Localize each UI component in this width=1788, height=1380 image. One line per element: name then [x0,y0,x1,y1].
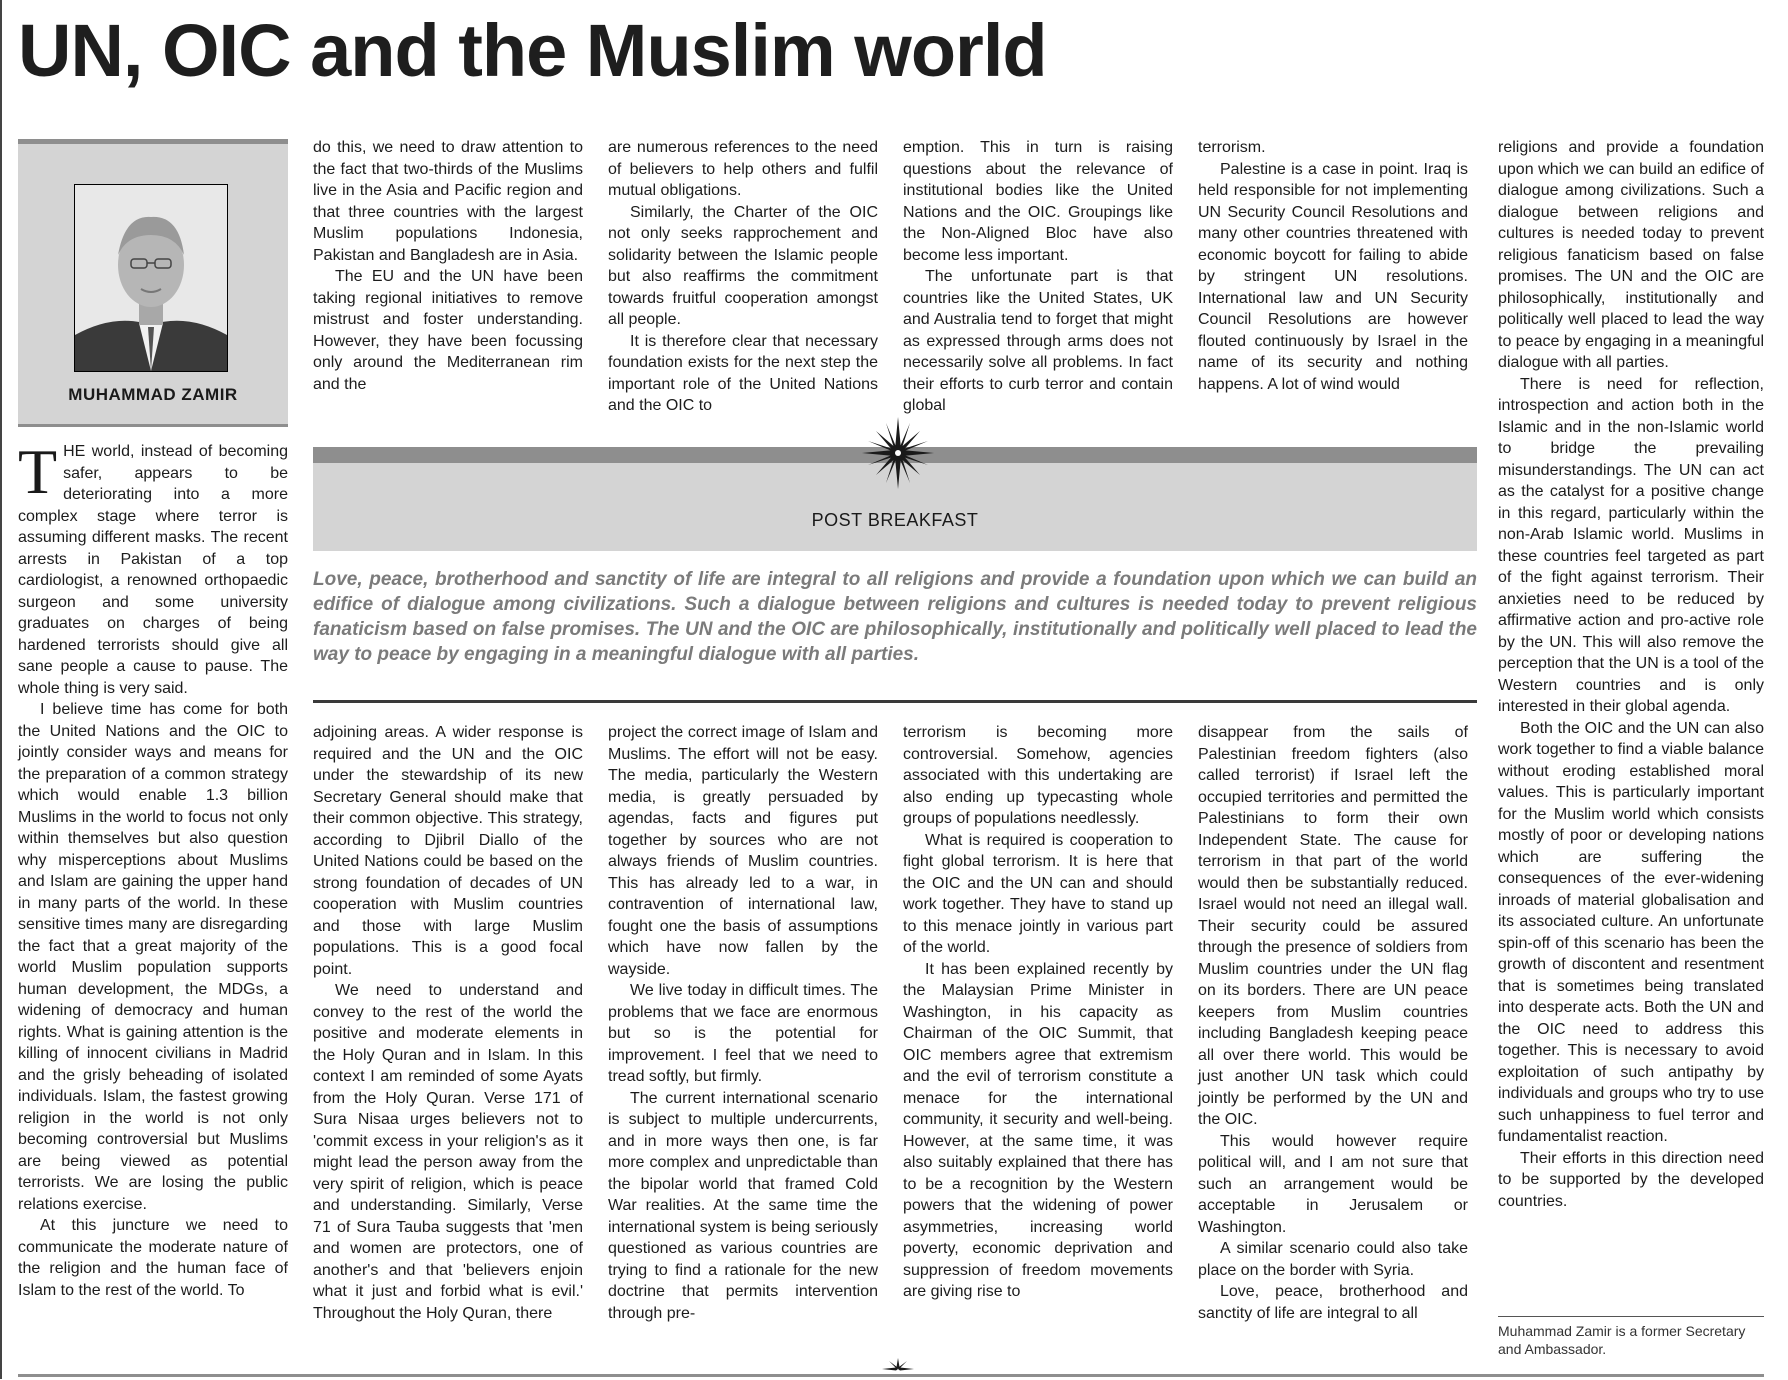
paragraph: Love, peace, brotherhood and sanctity of life are integral to all [1198,1283,1468,1322]
paragraph: The current international scenario is subject to multiple undercurrents, and in more ways then one, is far more complex and unpredictable than the bipolar world that framed Cold War realities. At the same time the international system is being seriously questioned as various countries are trying to find a rationale for the new doctrine that permits intervention through pre- [608,1089,878,1322]
paragraph: We need to understand and convey to the rest of the world the positive and moderate elements in the Holy Quran and in Islam. In this context I am reminded of some Ayats from the Holy Quran. Verse 171 of Sura Nisaa urges believers not to 'commit excess in your religion's as it might lead the person away from the very spirit of religion, which is peace and understanding. Similarly, Verse 71 of Sura Tauba suggests that 'men and women are protectors, one of another's and that 'believers enjoin what it just and forbid what is evil.' Throughout the Holy Quran, there [313,982,583,1322]
paragraph: adjoining areas. A wider response is required and the UN and the OIC under the stewardship of its new Secretary General should make that their common objective. This strategy, according to Djibril Diallo of the United Nations could be based on the strong foundation of decades of UN cooperation with Muslim countries and those with large Muslim populations. This is a good focal point. [313,724,583,978]
column-2-bottom [313,722,583,1324]
paragraph: At this juncture we need to communicate the moderate nature of the religion and the human face of Islam to the rest of the world. To [18,1217,288,1299]
author-box [18,139,288,427]
paragraph: terrorism. [1198,139,1266,156]
paragraph: Similarly, the Charter of the OIC not only seeks rapprochement and solidarity between the Islamic people but also reaffirms the commitment towards fruitful cooperation amongst all people. [608,203,878,328]
pull-quote-rule [313,700,1477,703]
column-4-bottom [903,722,1173,1303]
compass-star-icon [880,1358,916,1380]
paragraph: THE world, instead of becoming safer, appears to be deteriorating into a more complex stage where terror is assuming different masks. The recent arrests in Pakistan of a top cardiologist, a renowned orthopaedic surgeon and some university graduates on charges of being hardened terrorists should give all sane people a cause to pause. The whole thing is very said. [18,436,288,697]
paragraph: Their efforts in this direction need to be supported by the developed countries. [1498,1149,1764,1210]
paragraph: do this, we need to draw attention to the fact that two-thirds of the Muslims live in the Asia and Pacific region and that three countries with the largest Muslim populations Indonesia, Pakistan and Bangladesh are in Asia. [313,139,583,264]
footnote-rule [1498,1316,1764,1317]
paragraph: What is required is cooperation to fight global terrorism. It is here that the OIC and the UN can and should work together. They have to stand up to this menace jointly in various part of the world. [903,831,1173,956]
paragraph: This would however require political will, and I am not sure that such an arrangement would be acceptable in Jerusalem or Washington. [1198,1132,1468,1236]
compass-star-icon [860,415,936,491]
paragraph: It has been explained recently by the Malaysian Prime Minister in Washington, in his capacity as Chairman of the OIC Summit, that OIC members agree that extremism and the evil of terrorism constitute a menace for the international community, it security and well-being. However, at the same time, it was also suitably explained that there has to be a recognition by the Western powers that the widening of power asymmetries, increasing world poverty, economic deprivation and suppression of freedom movements are giving rise to [903,960,1173,1300]
drop-cap: T [18,436,58,507]
column-5-top [1198,137,1468,395]
paragraph: are numerous references to the need of believers to help others and fulfil mutual obligations. [608,139,878,199]
paragraph: There is need for reflection, introspection and action both in the Islamic and in the non-Islamic world to bridge the prevailing misunderstandings. The UN can act as the catalyst for a positive change in this regard, particularly within the non-Arab Islamic world. Muslims in these countries feel targeted as part of the fight against terrorism. Their anxieties need to be reduced by affirmative action and pro-active role by the UN. This will also remove the perception that the UN is a tool of the Western countries and is only interested in their global agenda. [1498,375,1764,715]
paragraph: It is therefore clear that necessary foundation exists for the next step the important role of the United Nations and the OIC to [608,332,878,414]
paragraph: Palestine is a case in point. Iraq is held responsible for not implementing UN Security Council Resolutions and many other countries threatened with economic boycott for failing to abide by stringent UN resolutions. International law and UN Security Council Resolutions are however flouted continuously by Israel in the name of its security and nothing happens. A lot of wind would [1198,160,1468,393]
paragraph: The unfortunate part is that countries like the United States, UK and Australia tend to forget that might as expressed through arms does not necessarily solve all problems. In fact their efforts to curb terror and contain global [903,268,1173,414]
paragraph: emption. This in turn is raising questions about the relevance of institutional bodies like the United Nations and the OIC. Groupings like the Non-Aligned Bloc have also become less important. [903,139,1173,264]
paragraph: project the correct image of Islam and Muslims. The effort will not be easy. The media, particularly the Western media, is greatly persuaded by agendas, facts and figures put together by sources who are not always friends of Muslim countries. This has already led to a war, in contravention of international law, fought one the basis of assumptions which have now fallen by the wayside. [608,724,878,978]
author-footnote: Muhammad Zamir is a former Secretary and Ambassador. [1498,1323,1746,1357]
paragraph: We live today in difficult times. The problems that we face are enormous but so is the potential for improvement. I feel that we need to tread softly, but firmly. [608,982,878,1085]
author-photo [74,184,228,372]
paragraph: I believe time has come for both the United Nations and the OIC to jointly consider ways and means for the preparation of a common strategy which would enable 1.3 billion Muslims in the world to focus not only within themselves but also question why misperceptions about Muslims and Islam are gaining the upper hand in many parts of the world. In these sensitive times many are disregarding the fact that a great majority of the world Muslim population supports human development, the MDGs, a widening of democracy and human rights. What is gaining attention is the killing of innocent civilians in Madrid and the grisly beheading of isolated individuals. Islam, the fastest growing religion in the world is not only becoming controversial but Muslims are being viewed as potential terrorists. We are losing the public relations exercise. [18,701,288,1213]
column-1 [18,436,288,1301]
section-label: POST BREAKFAST [811,510,979,530]
paragraph: A similar scenario could also take place on the border with Syria. [1198,1240,1468,1279]
paragraph: Both the OIC and the UN can also work together to find a viable balance without eroding established moral values. This is particularly important for the Muslim world which consists mostly of poor or developing nations which are suffering the consequences of the ever-widening inroads of material globalisation and its associated culture. An unfortunate spin-off of this scenario has been the growth of discontent and resentment that is sometimes being translated into desperate acts. Both the UN and the OIC need to address this together. This is necessary to avoid exploitation of such antipathy by individuals and groups who try to use such unhappiness to fuel terror and fundamentalist reaction. [1498,719,1764,1145]
column-2-top [313,137,583,395]
headline: UN, OIC and the Muslim world [18,9,1047,92]
paragraph: The EU and the UN have been taking regional initiatives to remove mistrust and foster understanding. However, they have been focussing only around the Mediterranean rim and the [313,268,583,393]
column-4-top [903,137,1173,417]
paragraph: terrorism is becoming more controversial. Somehow, agencies associated with this undertaking are also ending up typecasting whole groups of populations needlessly. [903,724,1173,827]
paragraph: religions and provide a foundation upon which we can build an edifice of dialogue among civilizations. Such a dialogue between religions and cultures is needed today to prevent religious fanaticism based on false promises. The UN and the OIC are philosophically, institutionally and politically well placed to lead the way to peace by engaging in a meaningful dialogue with all parties. [1498,139,1764,371]
pull-quote: Love, peace, brotherhood and sanctity of life are integral to all religions and provide a foundation upon which we can build an edifice of dialogue among civilizations. Such a dialogue between religions and cultures is needed today to prevent religious fanaticism based on false promises. The UN and the OIC are philosophically, institutionally and politically well placed to lead the way to peace by engaging in a meaningful dialogue with all parties. [313,569,1477,665]
column-3-bottom [608,722,878,1324]
column-6 [1498,137,1764,1212]
left-margin-rule [0,0,2,1379]
column-3-top [608,137,878,417]
author-name: MUHAMMAD ZAMIR [68,385,238,404]
paragraph: disappear from the sails of Palestinian freedom fighters (also called terrorist) if Israel left the occupied territories and permitted the Palestinians to form their own Independent State. The cause for terrorism in that part of the world would then be substantially reduced. Israel would not need an illegal wall. Their security could be assured through the presence of soldiers from Muslim countries under the UN flag on its borders. There are UN peace keepers from Muslim countries including Bangladesh keeping peace all over there world. This would be just another UN task which could jointly be performed by the UN and the OIC. [1198,724,1468,1128]
column-5-bottom [1198,722,1468,1324]
